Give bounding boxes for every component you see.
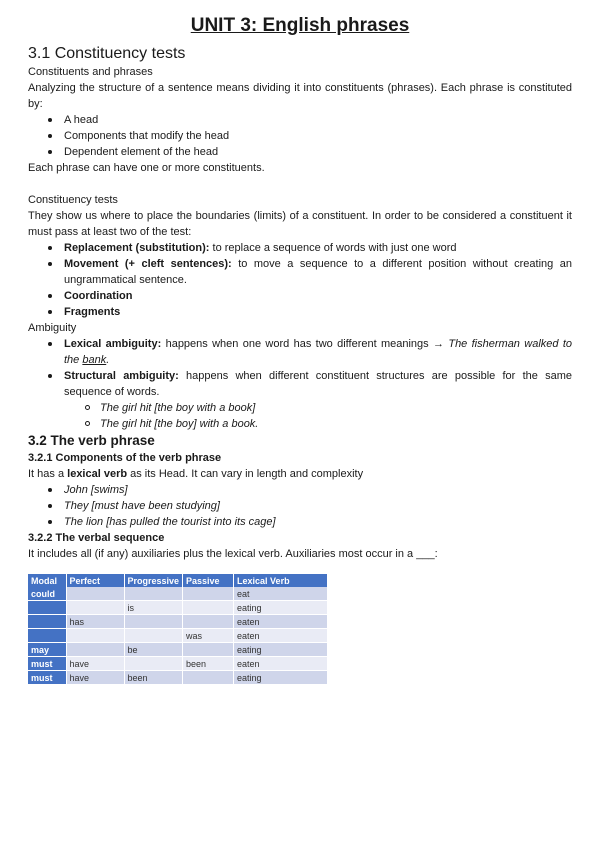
table-cell: was [183, 629, 234, 643]
test-term: Replacement (substitution): [64, 242, 210, 254]
table-cell [183, 601, 234, 615]
list-item [28, 498, 572, 514]
table-cell [124, 587, 183, 601]
ambiguity-example: The fisherman walked to the [64, 338, 572, 366]
test-term: Fragments [64, 306, 121, 318]
ambiguity-example-underlined: bank [82, 354, 107, 366]
table-cell: been [124, 671, 183, 685]
column-header: Lexical Verb [234, 574, 328, 587]
example-sentence: The girl hit [the boy with a book] [100, 402, 256, 414]
table-header-row [28, 574, 328, 587]
ambiguity-example-end: . [106, 354, 110, 366]
list-item: Components that modify the head [28, 128, 572, 144]
example-sentence: They [must have been studying] [64, 500, 220, 512]
subsection-heading-3-2-1: 3.2.1 Components of the verb phrase [28, 452, 222, 464]
table-row [28, 601, 328, 615]
table-cell: been [183, 657, 234, 671]
table-cell [66, 643, 124, 657]
verb-examples-list [28, 482, 572, 530]
list-item [28, 482, 572, 498]
table-cell: eaten [234, 657, 328, 671]
verbal-sequence-paragraph: It includes all (if any) auxiliaries plus the lexical verb. Auxiliaries most occur in a ___: [28, 548, 438, 560]
column-header: Progressive [124, 574, 183, 587]
table-cell: eating [234, 671, 328, 685]
table-row [28, 657, 328, 671]
ambiguity-desc: happens when one word has two different meanings → [161, 338, 449, 350]
subheading-constituents: Constituents and phrases [28, 66, 153, 78]
table-cell: eaten [234, 615, 328, 629]
test-desc: to replace a sequence of words with just one word [209, 242, 457, 254]
table-row [28, 615, 328, 629]
text-bold: lexical verb [67, 468, 128, 480]
table-row [28, 629, 328, 643]
table-cell [124, 615, 183, 629]
table-cell [66, 587, 124, 601]
modal-cell [28, 629, 66, 643]
table-cell: is [124, 601, 183, 615]
subheading-ambiguity: Ambiguity [28, 322, 77, 334]
list-item [28, 416, 572, 432]
table-cell: have [66, 671, 124, 685]
intro-paragraph: Analyzing the structure of a sentence means dividing it into constituents (phrases). Each phrase is constituted by: [28, 82, 572, 110]
table-cell [124, 629, 183, 643]
modal-cell: may [28, 643, 66, 657]
example-sentence: The lion [has pulled the tourist into its cage] [64, 516, 276, 528]
list-item: Dependent element of the head [28, 144, 572, 160]
ambiguity-list [28, 336, 572, 432]
modal-cell: must [28, 657, 66, 671]
example-sentence: The girl hit [the boy] with a book. [100, 418, 259, 430]
table-cell [183, 671, 234, 685]
ambiguity-term: Structural ambiguity: [64, 370, 179, 382]
test-term: Movement (+ cleft sentences): [64, 258, 232, 270]
ambiguity-desc: happens when different constituent structures are possible for the same sequence of words. [64, 370, 573, 398]
tests-intro: They show us where to place the boundaries (limits) of a constituent. In order to be considered a constituent it must pass at least two of the test: [28, 210, 572, 238]
table-cell [183, 643, 234, 657]
tests-list [28, 240, 572, 320]
list-item [28, 400, 572, 416]
document-page [28, 14, 572, 685]
structural-examples [28, 400, 572, 432]
list-item: A head [28, 112, 572, 128]
list-item [28, 514, 572, 530]
table-cell: eating [234, 601, 328, 615]
ambiguity-term: Lexical ambiguity: [64, 338, 162, 350]
text-run: It has a [28, 468, 68, 480]
list-item [28, 304, 572, 320]
table-row [28, 671, 328, 685]
page-title: UNIT 3: English phrases [190, 15, 410, 36]
table-cell [183, 615, 234, 629]
phrase-parts-list [28, 112, 572, 160]
test-term: Coordination [64, 290, 133, 302]
table-cell: eat [234, 587, 328, 601]
table-cell [124, 657, 183, 671]
table-cell: be [124, 643, 183, 657]
column-header: Passive [183, 574, 234, 587]
table-cell [183, 587, 234, 601]
table-cell: have [66, 657, 124, 671]
list-item [28, 288, 572, 304]
column-header: Modal [28, 574, 66, 587]
verbal-sequence-table [28, 574, 328, 685]
table-cell: eating [234, 643, 328, 657]
example-sentence: John [swims] [64, 484, 128, 496]
list-item [28, 256, 572, 288]
list-item [28, 240, 572, 256]
modal-cell [28, 615, 66, 629]
section-heading-3-1: 3.1 Constituency tests [28, 45, 186, 62]
table-row [28, 587, 328, 601]
text-run: as its Head. It can vary in length and complexity [127, 468, 364, 480]
subheading-constituency-tests: Constituency tests [28, 194, 118, 206]
table-cell [66, 601, 124, 615]
section-heading-3-2: 3.2 The verb phrase [28, 433, 155, 448]
column-header: Perfect [66, 574, 124, 587]
modal-cell: could [28, 587, 66, 601]
verb-head-paragraph [28, 466, 572, 482]
list-item [28, 336, 572, 368]
table-cell [66, 629, 124, 643]
table-cell: eaten [234, 629, 328, 643]
table-cell: has [66, 615, 124, 629]
list-item [28, 368, 572, 432]
subsection-heading-3-2-2: 3.2.2 The verbal sequence [28, 532, 165, 544]
modal-cell: must [28, 671, 66, 685]
test-desc: to move a sequence to a different position without creating an ungrammatical sentence. [64, 258, 572, 286]
modal-cell [28, 601, 66, 615]
table-row [28, 643, 328, 657]
outro-paragraph: Each phrase can have one or more constituents. [28, 162, 265, 174]
